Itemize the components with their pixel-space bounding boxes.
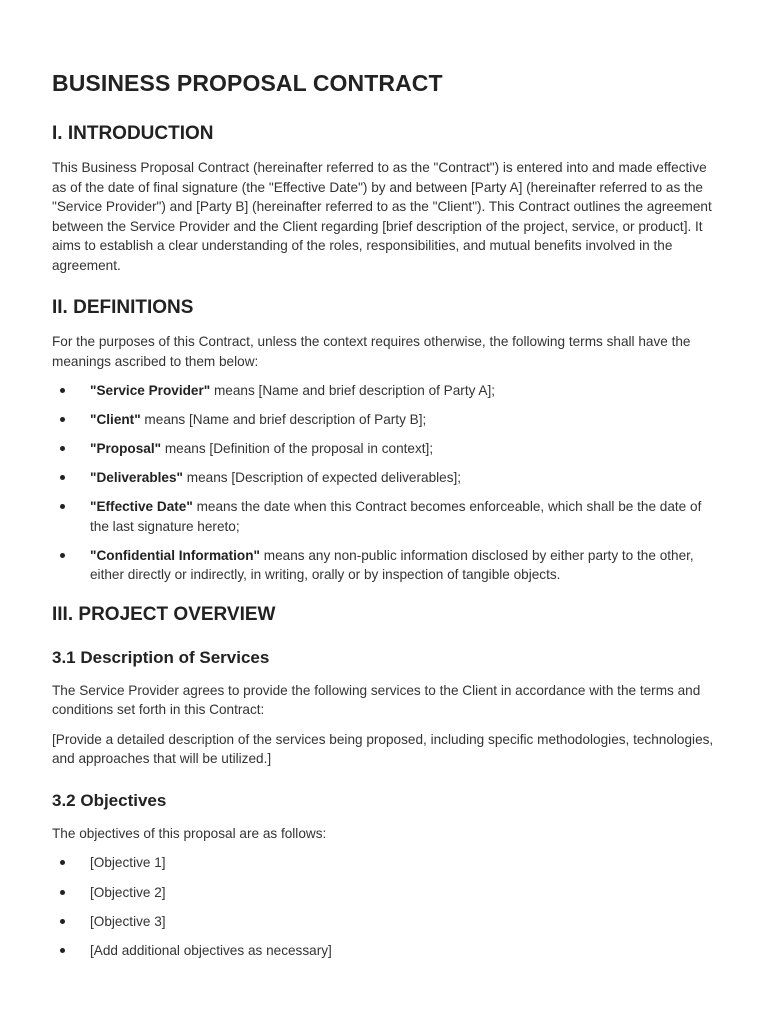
definition-term: "Effective Date": [90, 499, 193, 515]
definitions-list: [52, 381, 718, 585]
definition-term: "Client": [90, 412, 141, 428]
objective-item: [52, 941, 718, 961]
definition-term: "Service Provider": [90, 383, 211, 398]
project-overview-heading: III. PROJECT OVERVIEW: [52, 603, 276, 625]
definition-term: "Confidential Information": [90, 547, 260, 563]
bullet-icon: [60, 948, 65, 953]
bullet-icon: [60, 446, 65, 451]
objectives-heading: 3.2 Objectives: [52, 790, 167, 810]
objectives-list: [52, 853, 718, 960]
introduction-section: [52, 123, 718, 275]
objectives-subsection: [52, 791, 718, 960]
definition-text: means [Description of expected deliverables];: [183, 470, 462, 486]
objective-item: [52, 912, 718, 932]
bullet-icon: [60, 860, 65, 865]
bullet-icon: [60, 890, 65, 895]
description-of-services-subsection: [52, 648, 718, 769]
introduction-heading: I. INTRODUCTION: [52, 123, 214, 144]
description-of-services-heading: 3.1 Description of Services: [52, 647, 270, 667]
objective-text: [Objective 3]: [90, 913, 166, 929]
services-paragraph: The Service Provider agrees to provide the following services to the Client in accordance with the terms and conditions set forth in this Contract:: [52, 682, 701, 718]
definition-text: means [Name and brief description of Party A];: [210, 383, 496, 398]
definition-item: [52, 410, 718, 430]
definition-item: [52, 439, 718, 459]
definitions-heading: II. DEFINITIONS: [52, 297, 194, 318]
definition-term: "Deliverables": [90, 470, 183, 486]
objective-item: [52, 853, 718, 873]
bullet-icon: [60, 504, 65, 509]
project-overview-section: [52, 604, 718, 960]
services-detail-paragraph: [Provide a detailed description of the services being proposed, including specific methodologies, technologies, and approaches that will be utilized.]: [52, 731, 714, 767]
objective-item: [52, 883, 718, 903]
definition-text: means [Definition of the proposal in context];: [161, 441, 434, 457]
bullet-icon: [60, 553, 65, 558]
definition-term: "Proposal": [90, 441, 162, 457]
definition-item: [52, 497, 718, 536]
definition-text: means the date when this Contract becomes enforceable, which shall be the date of the last signature hereto;: [90, 499, 702, 534]
bullet-icon: [60, 417, 65, 422]
objective-text: [Objective 1]: [90, 855, 166, 871]
objectives-intro: The objectives of this proposal are as follows:: [52, 825, 327, 841]
introduction-paragraph: This Business Proposal Contract (hereinafter referred to as the "Contract") is entered into and made effective as of the date of final signature (the "Effective Date") by and between [Party A] (hereinafter referred to as the "Service Provider") and [Party B] (hereinafter referred to as the "Client"). This Contract outlines the agreement between the Service Provider and the Client regarding [brief description of the project, service, or product]. It aims to establish a clear understanding of the roles, responsibilities, and mutual benefits involved in the agreement.: [52, 160, 712, 273]
bullet-icon: [60, 919, 65, 924]
definition-item: [52, 381, 718, 401]
definition-item: [52, 468, 718, 488]
objective-text: [Objective 2]: [90, 884, 166, 900]
definitions-section: [52, 297, 718, 585]
definition-text: means any non-public information disclosed by either party to the other, either directly or indirectly, in writing, orally or by inspection of tangible objects.: [90, 547, 694, 583]
bullet-icon: [60, 475, 65, 480]
document-title: BUSINESS PROPOSAL CONTRACT: [52, 70, 443, 96]
definition-text: means [Name and brief description of Party B];: [140, 412, 427, 428]
objective-text: [Add additional objectives as necessary]: [90, 942, 332, 958]
bullet-icon: [60, 388, 65, 393]
definitions-intro: For the purposes of this Contract, unless the context requires otherwise, the following terms shall have the meanings ascribed to them below:: [52, 334, 691, 369]
definition-item: [52, 546, 718, 585]
